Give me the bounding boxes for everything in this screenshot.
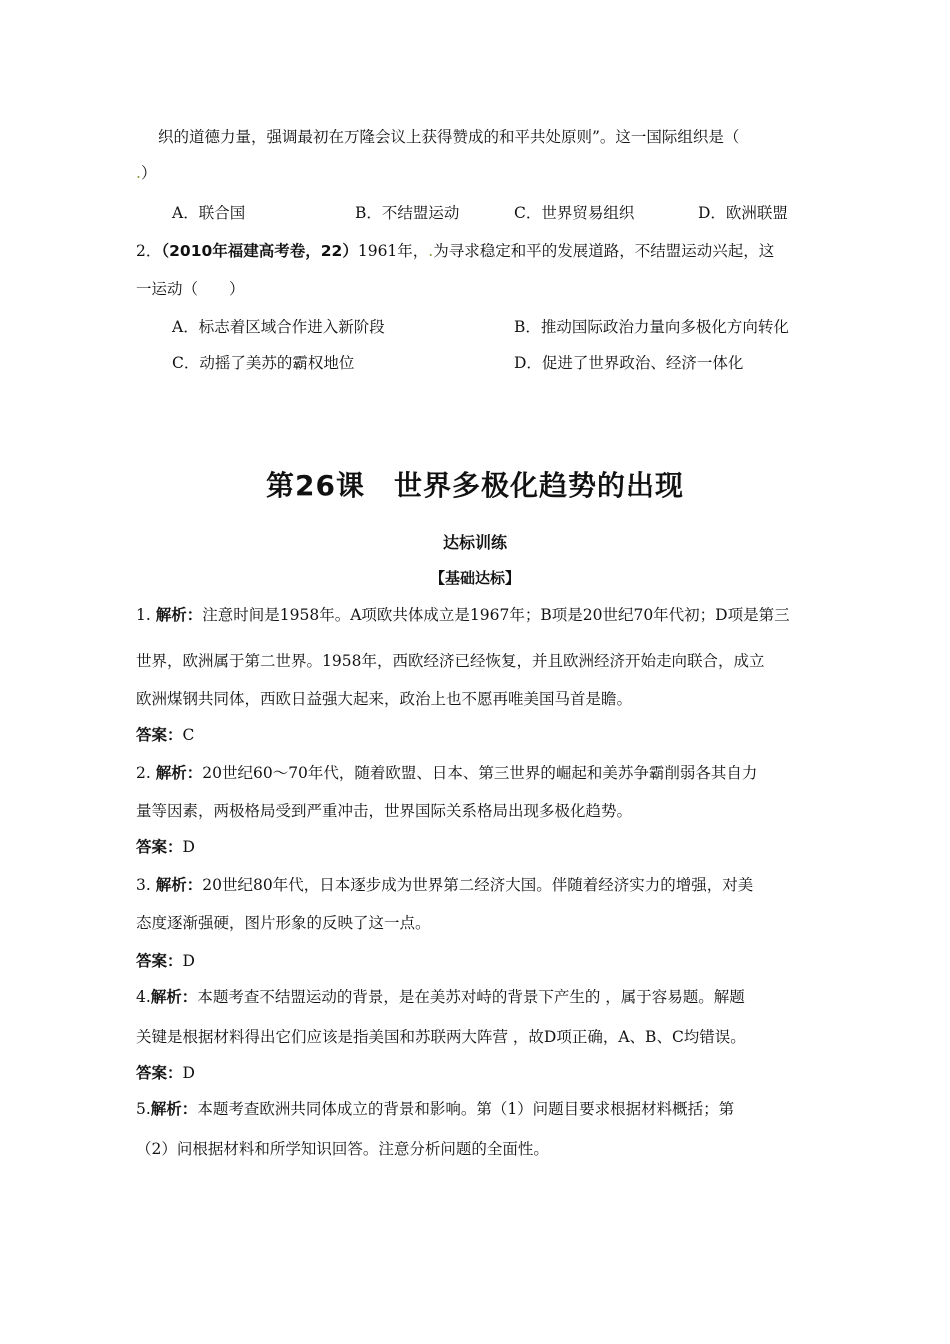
item-3-line-1 <box>136 874 816 896</box>
item-3-answer <box>136 950 816 972</box>
item-number: 2. <box>136 764 151 782</box>
q2-option-d: D．促进了世界政治、经济一体化 <box>514 354 744 372</box>
answer-value: D <box>182 1064 195 1082</box>
analysis-label: 解析： <box>150 1100 198 1118</box>
item-5-text: 本题考查欧洲共同体成立的背景和影响。第（1）问题目要求根据材料概括；第 <box>197 1100 735 1118</box>
item-1-text: 注意时间是1958年。A项欧共体成立是1967年；B项是20世纪70年代初；D项是第三 <box>202 606 790 624</box>
q2-stem-line-2: 一运动（ ） <box>136 280 245 298</box>
item-3-line-2: 态度逐渐强硬，图片形象的反映了这一点。 <box>136 914 431 932</box>
answer-label: 答案： <box>136 952 183 970</box>
answer-label: 答案： <box>136 838 183 856</box>
answer-value: C <box>182 726 195 744</box>
q2-option-c: C．动摇了美苏的霸权地位 <box>172 354 355 372</box>
item-4-text: 本题考查不结盟运动的背景，是在美苏对峙的背景下产生的 ，属于容易题。解题 <box>197 988 745 1006</box>
item-number: 5. <box>136 1100 151 1118</box>
q2-text-a: 1961年， <box>357 242 429 260</box>
answer-label: 答案： <box>136 1064 183 1082</box>
q1-stem-line: 织的道德力量，强调最初在万隆会议上获得赞成的和平共处原则”。这一国际组织是（ <box>158 128 740 146</box>
q1-option-d: D．欧洲联盟 <box>698 204 788 222</box>
item-2-text: 20世纪60～70年代，随着欧盟、日本、第三世界的崛起和美苏争霸削弱各其自力 <box>202 764 758 782</box>
stray-dot: . <box>428 242 434 260</box>
item-1-line-2: 世界，欧洲属于第二世界。1958年，西欧经济已经恢复，并且欧洲经济开始走向联合，成立 <box>136 652 765 670</box>
q2-option-b: B．推动国际政治力量向多极化方向转化 <box>514 318 789 336</box>
item-4-line-1 <box>136 986 816 1008</box>
q2-number: 2． <box>136 242 162 260</box>
analysis-label: 解析： <box>155 876 203 894</box>
item-2-line-1 <box>136 762 816 784</box>
lesson-title: 第26课 世界多极化趋势的出现 <box>266 469 684 502</box>
q2-source: （2010年福建高考卷，22） <box>161 242 358 260</box>
item-5-line-2: （2）问根据材料和所学知识回答。注意分析问题的全面性。 <box>136 1140 549 1158</box>
item-1-line-1 <box>136 604 816 626</box>
item-2-answer <box>136 836 816 858</box>
analysis-label: 解析： <box>155 764 203 782</box>
item-1-line-3: 欧洲煤钢共同体，西欧日益强大起来，政治上也不愿再唯美国马首是瞻。 <box>136 690 633 708</box>
answer-value: D <box>182 952 195 970</box>
answer-value: D <box>182 838 195 856</box>
item-number: 4. <box>136 988 151 1006</box>
item-4-line-2: 关键是根据材料得出它们应该是指美国和苏联两大阵营 ，故D项正确，A、B、C均错误。 <box>136 1028 746 1046</box>
q2-option-a: A．标志着区域合作进入新阶段 <box>172 318 385 336</box>
item-5-line-1 <box>136 1098 816 1120</box>
q2-stem-line <box>136 240 816 262</box>
q2-text-b: 为寻求稳定和平的发展道路，不结盟运动兴起，这 <box>433 242 775 260</box>
analysis-label: 解析： <box>155 606 203 624</box>
stray-dot: . <box>136 164 141 182</box>
answer-label: 答案： <box>136 726 183 744</box>
section-title: 达标训练 <box>442 533 507 552</box>
q1-option-b: B．不结盟运动 <box>355 204 460 222</box>
q1-option-c: C．世界贸易组织 <box>514 204 635 222</box>
q1-stem-line-2 <box>136 162 816 184</box>
item-1-answer <box>136 724 816 746</box>
item-number: 3. <box>136 876 151 894</box>
analysis-label: 解析： <box>150 988 198 1006</box>
item-2-line-2: 量等因素，两极格局受到严重冲击，世界国际关系格局出现多极化趋势。 <box>136 802 633 820</box>
q1-stem-close: ） <box>140 164 157 182</box>
item-4-answer <box>136 1062 816 1084</box>
item-3-text: 20世纪80年代，日本逐步成为世界第二经济大国。伴随着经济实力的增强，对美 <box>202 876 754 894</box>
q1-option-a: A．联合国 <box>172 204 246 222</box>
item-number: 1. <box>136 606 151 624</box>
subsection-title: 【基础达标】 <box>429 569 520 587</box>
